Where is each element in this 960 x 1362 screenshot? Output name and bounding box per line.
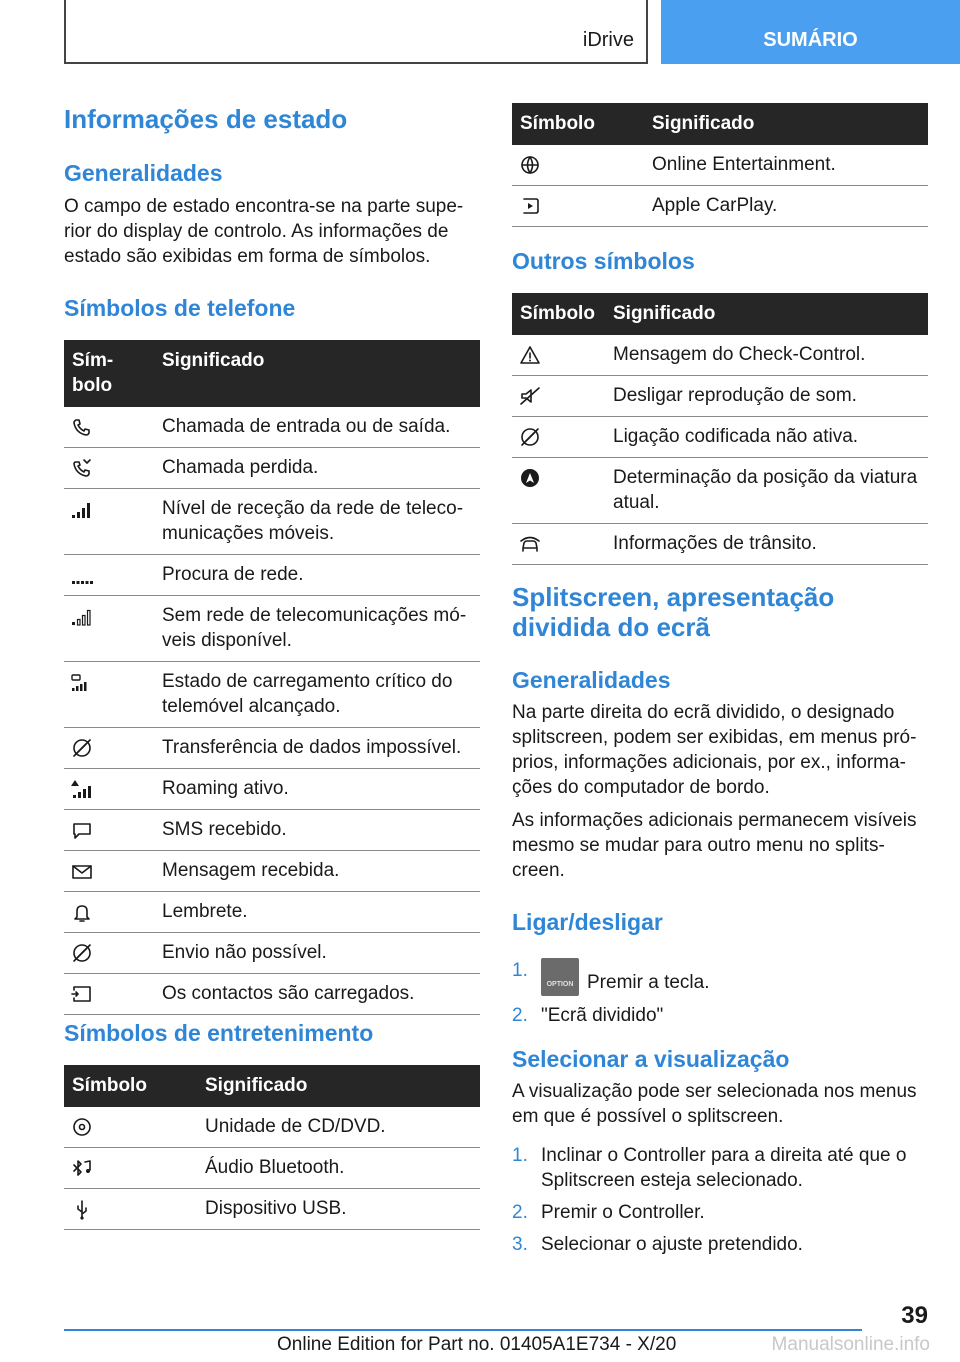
- table-row: [512, 417, 928, 458]
- toc-button[interactable]: SUMÁRIO: [661, 0, 960, 64]
- symbol-cell: [512, 335, 605, 376]
- header-section-title: iDrive: [582, 29, 634, 51]
- meaning-cell: Áudio Bluetooth.: [197, 1148, 480, 1189]
- symbol-cell: [512, 458, 605, 524]
- ent-table-header-meaning: Significado: [197, 1065, 480, 1107]
- meaning-cell: Lembrete.: [154, 892, 480, 933]
- symbol-cell: [64, 933, 154, 974]
- select-step: [512, 1143, 928, 1193]
- meaning-cell: Mensagem do Check-Control.: [605, 335, 928, 376]
- table-row: [512, 524, 928, 565]
- meaning-cell: Chamada perdida.: [154, 448, 480, 489]
- meaning-cell: Dispositivo USB.: [197, 1189, 480, 1230]
- table-row: [512, 376, 928, 417]
- general-heading: Generalidades: [64, 160, 223, 186]
- warning-icon: [518, 344, 542, 366]
- table-row: [64, 1189, 480, 1230]
- symbol-cell: [64, 1107, 197, 1148]
- symbol-cell: [512, 376, 605, 417]
- select-step: [512, 1200, 928, 1225]
- header-section-box: [64, 0, 648, 64]
- symbol-cell: [64, 596, 154, 662]
- step-text: Selecionar o ajuste pretendido.: [541, 1234, 803, 1255]
- step-text: "Ecrã dividido": [541, 1005, 664, 1026]
- symbol-cell: [64, 851, 154, 892]
- table-row: [64, 489, 480, 555]
- table-row: [64, 892, 480, 933]
- meaning-cell: Procura de rede.: [154, 555, 480, 596]
- step-number: 2.: [512, 1005, 528, 1026]
- traffic-icon: [518, 533, 542, 555]
- signal-strength-icon: [70, 498, 94, 520]
- step-text: Inclinar o Controller para a direita até que o Splitscreen esteja selecionado.: [541, 1145, 907, 1191]
- location-icon: [518, 467, 542, 489]
- send-failed-icon: [70, 942, 94, 964]
- footer-divider: [64, 1329, 862, 1331]
- symbol-cell: [512, 417, 605, 458]
- page-number: 39: [901, 1302, 928, 1329]
- step-text: Premir a tecla.: [587, 972, 710, 993]
- table-row: [64, 974, 480, 1015]
- splitscreen-general-heading: Generalidades: [512, 667, 671, 693]
- symbol-cell: [64, 662, 154, 728]
- online-entertainment-icon: [518, 154, 542, 176]
- meaning-cell: Sem rede de telecomunicações móveis disponível.: [154, 596, 480, 662]
- top-table-header-symbol: Símbolo: [512, 103, 644, 145]
- symbol-cell: [64, 974, 154, 1015]
- top-table-header-meaning: Significado: [644, 103, 928, 145]
- meaning-cell: Transferência de dados impossível.: [154, 728, 480, 769]
- on-off-heading: Ligar/desligar: [512, 909, 663, 935]
- symbol-cell: [64, 892, 154, 933]
- table-row: [64, 448, 480, 489]
- symbol-cell: [512, 524, 605, 565]
- table-row: [512, 458, 928, 524]
- table-row: [64, 596, 480, 662]
- meaning-cell: Mensagem recebida.: [154, 851, 480, 892]
- ent-table-header-symbol: Símbolo: [64, 1065, 197, 1107]
- symbol-cell: [64, 1148, 197, 1189]
- meaning-cell: Roaming ativo.: [154, 769, 480, 810]
- table-row: [64, 407, 480, 448]
- meaning-cell: Envio não possível.: [154, 933, 480, 974]
- meaning-cell: Nível de receção da rede de telecomunicações móveis.: [154, 489, 480, 555]
- select-view-text: A visualização pode ser selecionada nos menus em que é possível o splitscreen.: [512, 1081, 917, 1127]
- phone-symbols-heading: Símbolos de telefone: [64, 295, 296, 321]
- other-table-header-symbol: Símbolo: [512, 293, 605, 335]
- battery-critical-icon: [70, 671, 94, 693]
- table-row: [64, 1107, 480, 1148]
- on-off-step: [512, 958, 928, 996]
- network-search-icon: [70, 564, 94, 586]
- carplay-icon: [518, 195, 542, 217]
- entertainment-symbols-table-continued: [512, 103, 928, 227]
- phone-table-header-meaning: Significado: [154, 340, 480, 407]
- general-text: O campo de estado encontra-se na parte superior do display de controlo. As informações de estado são exibidas em forma de símbolos.: [64, 196, 464, 267]
- watermark: Manualsonline.info: [771, 1334, 930, 1355]
- phone-table-header-symbol: Símbolo: [64, 340, 154, 407]
- splitscreen-paragraph-1: Na parte direita do ecrã dividido, o designado splitscreen, podem ser exibidas, em menus próprios, informações adicionais, por ex., informações do computador de bordo.: [512, 702, 917, 798]
- meaning-cell: Os contactos são carregados.: [154, 974, 480, 1015]
- symbol-cell: [64, 810, 154, 851]
- table-row: [64, 1148, 480, 1189]
- symbol-cell: [64, 769, 154, 810]
- footer-edition: Online Edition for Part no. 01405A1E734 - X/20: [277, 1334, 677, 1355]
- meaning-cell: Unidade de CD/DVD.: [197, 1107, 480, 1148]
- table-row: [64, 728, 480, 769]
- meaning-cell: Informações de trânsito.: [605, 524, 928, 565]
- missed-call-icon: [70, 457, 94, 479]
- step-number: 1.: [512, 960, 528, 981]
- no-network-icon: [70, 605, 94, 627]
- on-off-steps: [512, 958, 928, 1035]
- unencrypted-icon: [518, 426, 542, 448]
- entertainment-symbols-heading: Símbolos de entretenimento: [64, 1020, 374, 1046]
- table-row: [64, 555, 480, 596]
- table-row: [64, 810, 480, 851]
- on-off-step: [512, 1003, 928, 1028]
- disc-icon: [70, 1116, 94, 1138]
- meaning-cell: Ligação codificada não ativa.: [605, 417, 928, 458]
- meaning-cell: SMS recebido.: [154, 810, 480, 851]
- symbol-cell: [64, 489, 154, 555]
- meaning-cell: Determinação da posição da viatura atual.: [605, 458, 928, 524]
- entertainment-symbols-table: [64, 1065, 480, 1230]
- meaning-cell: Apple CarPlay.: [644, 186, 928, 227]
- symbol-cell: [64, 555, 154, 596]
- bell-icon: [70, 901, 94, 923]
- phone-symbols-table: [64, 340, 480, 1015]
- table-row: [64, 662, 480, 728]
- option-button-icon: [541, 958, 579, 996]
- symbol-cell: [512, 186, 644, 227]
- usb-icon: [70, 1198, 94, 1220]
- no-data-transfer-icon: [70, 737, 94, 759]
- meaning-cell: Estado de carregamento crítico do telemóvel alcançado.: [154, 662, 480, 728]
- step-number: 1.: [512, 1145, 528, 1166]
- step-number: 2.: [512, 1202, 528, 1223]
- sms-icon: [70, 819, 94, 841]
- select-view-heading: Selecionar a visualização: [512, 1046, 790, 1072]
- step-number: 3.: [512, 1234, 528, 1255]
- phone-icon: [70, 416, 94, 438]
- contacts-loading-icon: [70, 983, 94, 1005]
- meaning-cell: Desligar reprodução de som.: [605, 376, 928, 417]
- other-table-header-meaning: Significado: [605, 293, 928, 335]
- section-title: Informações de estado: [64, 104, 348, 134]
- splitscreen-title: Splitscreen, apresentação dividida do ecrã: [512, 582, 835, 642]
- symbol-cell: [64, 407, 154, 448]
- select-step: [512, 1232, 928, 1257]
- table-row: [64, 933, 480, 974]
- step-text: Premir o Controller.: [541, 1202, 705, 1223]
- table-row: [512, 186, 928, 227]
- meaning-cell: Chamada de entrada ou de saída.: [154, 407, 480, 448]
- symbol-cell: [64, 728, 154, 769]
- table-row: [64, 769, 480, 810]
- envelope-icon: [70, 860, 94, 882]
- symbol-cell: [64, 1189, 197, 1230]
- other-symbols-heading: Outros símbolos: [512, 248, 695, 274]
- symbol-cell: [64, 448, 154, 489]
- table-row: [512, 335, 928, 376]
- select-view-steps: [512, 1143, 928, 1264]
- splitscreen-paragraph-2: As informações adicionais permanecem visíveis mesmo se mudar para outro menu no splitscreen.: [512, 810, 917, 881]
- other-symbols-table: [512, 293, 928, 565]
- symbol-cell: [512, 145, 644, 186]
- meaning-cell: Online Entertainment.: [644, 145, 928, 186]
- table-row: [64, 851, 480, 892]
- option-button-label: OPTION: [546, 981, 574, 988]
- bluetooth-audio-icon: [70, 1157, 94, 1179]
- roaming-icon: [70, 778, 94, 800]
- mute-icon: [518, 385, 542, 407]
- table-row: [512, 145, 928, 186]
